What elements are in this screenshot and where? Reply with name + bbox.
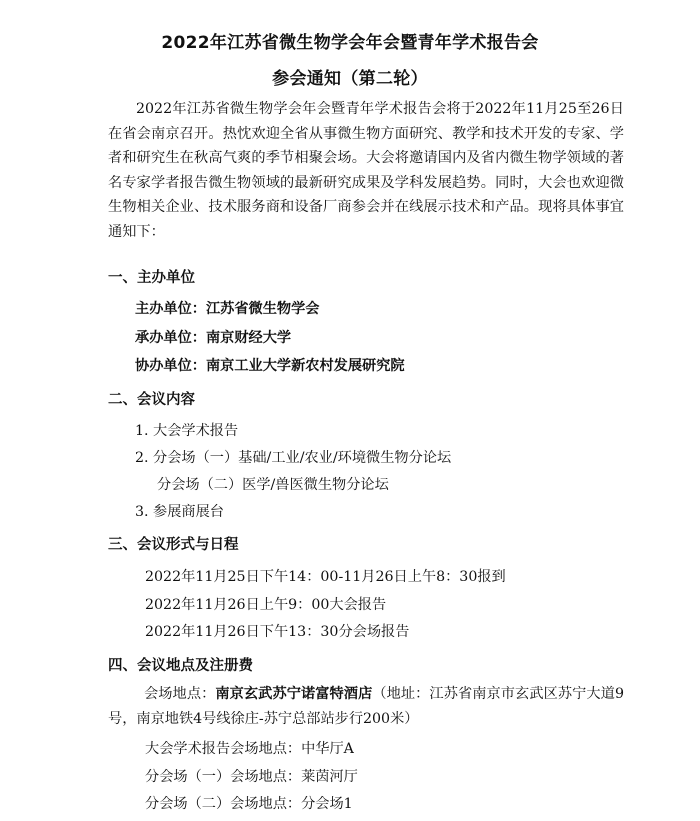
venue-label: 会场地点： — [144, 686, 216, 702]
host-unit: 主办单位：江苏省微生物学会 — [135, 301, 320, 317]
document-subtitle: 参会通知（第二轮） — [272, 69, 428, 89]
section-heading-schedule: 三、会议形式与日程 — [108, 537, 239, 553]
content-item-3: 3. 参展商展台 — [135, 504, 224, 520]
venue-address: （地址：江苏省南京市玄武区苏宁大道9号，南京地铁4号线徐庄-苏宁总部站步行200米） — [108, 686, 624, 727]
sub-venue-1-location: 分会场（一）会场地点：莱茵河厅 — [145, 769, 358, 785]
schedule-line-1: 2022年11月25日下午14：00-11月26日上午8：30报到 — [145, 569, 506, 585]
schedule-line-2: 2022年11月26日上午9：00大会报告 — [145, 597, 387, 613]
document-title: 2022年江苏省微生物学会年会暨青年学术报告会 — [161, 33, 539, 53]
content-item-2b: 分会场（二）医学/兽医微生物分论坛 — [157, 477, 389, 493]
section-heading-organizers: 一、主办单位 — [108, 270, 195, 286]
co-organizer-unit: 协办单位：南京工业大学新农村发展研究院 — [135, 358, 405, 374]
schedule-line-3: 2022年11月26日下午13：30分会场报告 — [145, 624, 410, 640]
venue-paragraph — [108, 682, 624, 731]
content-item-2: 2. 分会场（一）基础/工业/农业/环境微生物分论坛 — [135, 450, 452, 466]
venue-name: 南京玄武苏宁诺富特酒店 — [215, 686, 373, 702]
content-item-1: 1. 大会学术报告 — [135, 423, 239, 439]
section-heading-venue: 四、会议地点及注册费 — [108, 658, 253, 674]
organizer-unit: 承办单位：南京财经大学 — [135, 330, 292, 346]
main-hall-location: 大会学术报告会场地点：中华厅A — [145, 741, 354, 757]
intro-paragraph: 2022年江苏省微生物学会年会暨青年学术报告会将于2022年11月25至26日在省会南京召开。热忱欢迎全省从事微生物方面研究、教学和技术开发的专家、学者和研究生在秋高气爽的季节相聚会场。大会将邀请国内及省内微生物学领域的著名专家学者报告微生物领域的最新研究成果及学科发展趋势。同时，大会也欢迎微生物相关企业、技术服务商和设备厂商参会并在线展示技术和产品。现将具体事宜通知下： — [108, 101, 624, 240]
section-heading-content: 二、会议内容 — [108, 392, 195, 408]
sub-venue-2-location: 分会场（二）会场地点：分会场1 — [145, 796, 353, 812]
